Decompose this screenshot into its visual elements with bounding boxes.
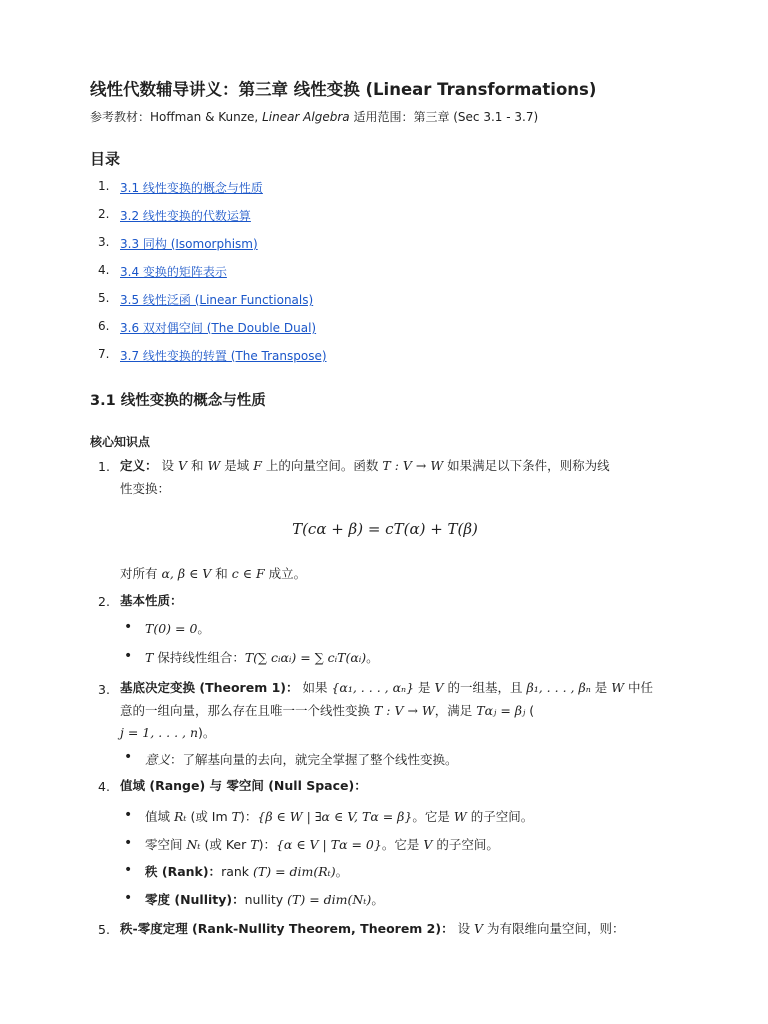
bullet: •	[124, 648, 133, 664]
range-null-label: 值域 (Range) 与 零空间 (Null Space)：	[120, 778, 367, 793]
definition-label: 定义：	[120, 458, 158, 473]
toc-number: 1.	[98, 179, 110, 193]
toc-number: 2.	[98, 207, 110, 221]
toc-link-3-3[interactable]: 3.3 同构 (Isomorphism)	[120, 237, 258, 251]
range-definition: 值域 Rₜ (或 Im T)：{β ∈ W | ∃α ∈ V, Tα = β}。它是 W 的子空间。	[145, 809, 534, 824]
toc-number: 7.	[98, 347, 110, 361]
reference-prefix: 参考教材：Hoffman & Kunze,	[90, 110, 263, 124]
list-number: 3.	[98, 682, 110, 697]
definition-line-2: 性变换：	[120, 481, 171, 496]
null-space-definition: 零空间 Nₜ (或 Ker T)：{α ∈ V | Tα = 0}。它是 V 的子空间。	[145, 837, 499, 852]
definition-line-1: 定义： 设 V 和 W 是域 F 上的向量空间。函数 T : V → W 如果满足以下条件，则称为线	[120, 458, 610, 473]
rank-definition: 秩 (Rank)：rank (T) = dim(Rₜ)。	[145, 864, 349, 879]
definition-formula: T(cα + β) = cT(α) + T(β)	[292, 520, 478, 538]
toc-number: 5.	[98, 291, 110, 305]
toc-number: 6.	[98, 319, 110, 333]
toc-link-3-7[interactable]: 3.7 线性变换的转置 (The Transpose)	[120, 349, 327, 363]
toc-link-3-6[interactable]: 3.6 双对偶空间 (The Double Dual)	[120, 321, 317, 335]
list-number: 1.	[98, 459, 110, 474]
rank-nullity-theorem: 秩-零度定理 (Rank-Nullity Theorem, Theorem 2)： 设 V 为有限维向量空间，则：	[120, 921, 625, 936]
theorem1-line-2: 意的一组向量，那么存在且唯一一个线性变换 T : V → W，满足 Tαⱼ = βⱼ (	[120, 703, 535, 718]
list-number: 5.	[98, 922, 110, 937]
list-number: 4.	[98, 779, 110, 794]
toc-link-3-5[interactable]: 3.5 线性泛函 (Linear Functionals)	[120, 293, 314, 307]
property-zero: T(0) = 0。	[145, 621, 210, 636]
reference-suffix: 适用范围：第三章 (Sec 3.1 - 3.7)	[349, 110, 539, 124]
toc-link-3-1[interactable]: 3.1 线性变换的概念与性质	[120, 181, 263, 195]
toc-number: 3.	[98, 235, 110, 249]
subsection-heading: 核心知识点	[90, 435, 151, 449]
property-linear-combination: T 保持线性组合：T(∑ cᵢαᵢ) = ∑ cᵢT(αᵢ)。	[145, 650, 379, 665]
bullet: •	[124, 890, 133, 906]
theorem1-line-1: 基底决定变换 (Theorem 1)： 如果 {α₁, . . . , αₙ} 是 V 的一组基，且 β₁, . . . , βₙ 是 W 中任	[120, 680, 654, 695]
theorem1-meaning: 意义：了解基向量的去向，就完全掌握了整个线性变换。	[145, 752, 458, 767]
reference-line	[90, 108, 538, 125]
toc-number: 4.	[98, 263, 110, 277]
list-number: 2.	[98, 594, 110, 609]
theorem1-line-3: j = 1, . . . , n)。	[120, 725, 216, 740]
nullity-definition: 零度 (Nullity)：nullity (T) = dim(Nₜ)。	[145, 892, 384, 907]
toc-heading: 目录	[90, 150, 121, 168]
bullet: •	[124, 862, 133, 878]
toc-link-3-2[interactable]: 3.2 线性变换的代数运算	[120, 209, 251, 223]
bullet: •	[124, 835, 133, 851]
page-title: 线性代数辅导讲义：第三章 线性变换 (Linear Transformations)	[90, 80, 597, 99]
toc-link-3-4[interactable]: 3.4 变换的矩阵表示	[120, 265, 227, 279]
section-heading: 3.1 线性变换的概念与性质	[90, 393, 266, 409]
properties-label: 基本性质：	[120, 593, 183, 608]
definition-forall: 对所有 α, β ∈ V 和 c ∈ F 成立。	[120, 566, 307, 581]
bullet: •	[124, 749, 133, 765]
bullet: •	[124, 619, 133, 635]
reference-book-title: Linear Algebra	[262, 110, 350, 124]
bullet: •	[124, 807, 133, 823]
theorem1-label: 基底决定变换 (Theorem 1)：	[120, 680, 299, 695]
